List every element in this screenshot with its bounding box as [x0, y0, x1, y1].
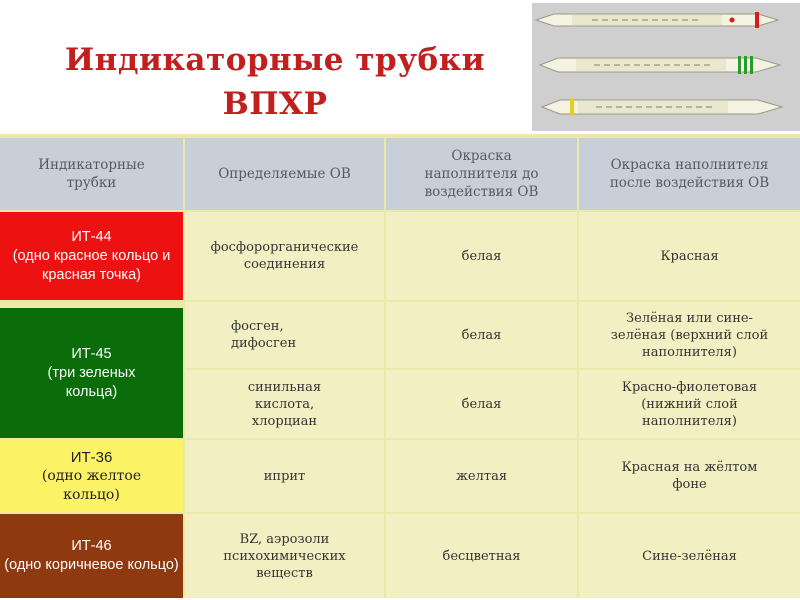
tube-it-45-name: ИТ-45 — [71, 345, 112, 362]
row-2-before: белая — [386, 302, 577, 368]
tube-it-44-drawing — [536, 12, 778, 28]
tube-it-44 — [0, 212, 183, 300]
indicator-tubes-table — [0, 134, 800, 598]
tube-it-36 — [0, 440, 183, 512]
row-3-agent: синильная кислота, хлорциан — [185, 370, 384, 438]
title-line-2: ВПХР — [222, 86, 328, 122]
tube-it-44-desc: (одно красное кольцо и красная точка) — [12, 247, 171, 283]
row-4-after: Красная на жёлтом фоне — [579, 440, 800, 512]
tube-it-36-desc: (одно желтое кольцо) — [41, 467, 142, 503]
row-4-agent: иприт — [185, 440, 384, 512]
indicator-tubes-illustration — [532, 3, 800, 131]
tubes-drawing — [532, 3, 800, 131]
page-title — [20, 38, 530, 126]
tube-it-36-name: ИТ-36 — [70, 448, 113, 466]
tube-it-46-desc: (одно коричневое кольцо) — [4, 557, 179, 573]
row-1-after: Красная — [579, 212, 800, 300]
tube-it-44-name: ИТ-44 — [71, 228, 112, 245]
row-3-before: белая — [386, 370, 577, 438]
tube-it-46-name: ИТ-46 — [71, 538, 112, 554]
row-1-before: белая — [386, 212, 577, 300]
title-line-1: Индикаторные трубки — [64, 42, 486, 78]
header-agents: Определяемые ОВ — [185, 138, 384, 210]
row-5-before: бесцветная — [386, 514, 577, 598]
header-tubes: Индикаторные трубки — [0, 138, 183, 210]
header-before: Окраска наполнителя до воздействия ОВ — [386, 138, 577, 210]
row-3-after: Красно-фиолетовая (нижний слой наполнителя) — [579, 370, 800, 438]
row-5-agent: BZ, аэрозоли психохимических веществ — [185, 514, 384, 598]
row-2-after: Зелёная или сине-зелёная (верхний слой наполнителя) — [579, 302, 800, 368]
tube-it-46 — [0, 514, 183, 598]
tube-it-36-drawing — [542, 98, 782, 116]
header-after: Окраска наполнителя после воздействия ОВ — [579, 138, 800, 210]
row-4-before: желтая — [386, 440, 577, 512]
row-2-agent: фосген, дифосген — [185, 302, 384, 368]
row-1-agent: фосфорорганические соединения — [185, 212, 384, 300]
tube-it-45 — [0, 308, 183, 438]
tube-it-45-desc: (три зеленых кольца) — [47, 364, 136, 400]
row-5-after: Сине-зелёная — [579, 514, 800, 598]
tube-it-45-drawing — [540, 56, 780, 74]
